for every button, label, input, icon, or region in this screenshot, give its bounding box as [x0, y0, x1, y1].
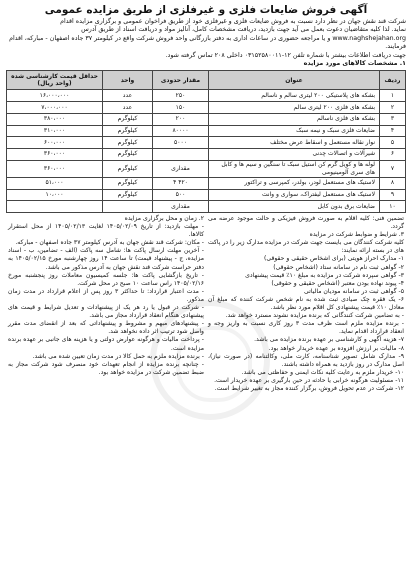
cell-row-number: ۷	[380, 160, 406, 177]
cell-unit	[103, 201, 153, 213]
condition-line: ۲. زمان و محل برگزاری مزایده	[124, 215, 204, 222]
page-title: آگهی فروش ضایعات فلزی و غیرفلزی از طریق مزایده عمومی	[44, 4, 368, 16]
condition-line: - برنده مزایده ملزم به حمل کالا در مدت زمان تعیین شده می باشد.	[32, 352, 204, 360]
condition-line: ۱۲- شرکت در عدم تحویل فروش، برگزار کننده مجاز به تغییر شرایط است.	[214, 384, 404, 392]
section-heading: ۱. مشخصات کالاهای مورد مزایده	[303, 60, 406, 68]
cell-unit: کیلوگرم	[103, 189, 153, 201]
header-title: عنوان	[209, 71, 380, 90]
table-row	[7, 160, 406, 177]
conditions-right-column	[206, 215, 406, 393]
cell-quantity: ۸۰۰۰۰	[153, 125, 209, 137]
condition-line: ۴- پیوند نهاده بودن معتبر (اشخاص حقیقی و حقوقی)	[271, 279, 404, 287]
condition-line: - مهلت بازدید: از تاریخ ۱۴۰۵/۰۲/۰۹ لغایت ۱۴۰۵/۰۲/۱۳ از محل استقرار کالاها.	[8, 223, 204, 239]
header-quantity: مقدار حدودی	[153, 71, 209, 90]
header-row-number: ردیف	[380, 71, 406, 90]
condition-line: ۳- گواهی سپرده شرکت در مزایده به مبلغ ۱۰٪ قیمت پیشنهادی	[245, 271, 404, 279]
cell-unit: کیلوگرم	[103, 125, 153, 137]
condition-line: - مدت اعتبار قرارداد: تا حداکثر ۳ روز پس از اعلام قرارداد در مدت زمان مذکور.	[8, 287, 204, 303]
cell-quantity: ۵۰۰۰	[153, 137, 209, 149]
condition-line: ۷- هزینه آگهی و کارشناسی بر عهده برنده مزایده می باشد.	[254, 336, 404, 344]
table-row	[7, 113, 406, 125]
intro-line: شرکت قند نقش جهان در نظر دارد نسبت به فروش ضایعات فلزی و غیرفلزی خود از طریق فراخوان عمومی و برگزاری مزایده اقدام	[60, 18, 406, 25]
condition-line: ۸- مالیات بر ارزش افزوده بر عهده خریدار خواهد بود.	[268, 344, 404, 352]
cell-quantity: مقداری	[153, 201, 209, 213]
condition-line: ۳. شرایط و ضوابط شرکت در مزایده	[309, 231, 404, 239]
cell-price: ۱۰،۰۰۰	[7, 189, 103, 201]
cell-title: بشکه های پلاستیکی ۲۰۰ لیتری سالم و ناسالم	[209, 90, 380, 102]
cell-row-number: ۴	[380, 125, 406, 137]
cell-row-number: ۸	[380, 177, 406, 189]
cell-unit: عدد	[103, 90, 153, 102]
header-price: حداقل قیمت کارشناسی شده (واحد ریال)	[7, 71, 103, 90]
cell-price: ۶۰۰،۰۰۰	[7, 137, 103, 149]
cell-price: ۳۶۰،۰۰۰	[7, 148, 103, 160]
cell-price: ۷،۰۰۰،۰۰۰	[7, 102, 103, 114]
cell-row-number: ۱۰	[380, 201, 406, 213]
condition-line: کلیه شرکت کنندگان می بایست جهت شرکت در مزایده مدارک زیر را در پاکت های در بسته ارائه نمایند:	[208, 239, 404, 255]
cell-quantity: ۲۵۰	[153, 90, 209, 102]
table-row	[7, 189, 406, 201]
table-row	[7, 177, 406, 189]
cell-price: ۳۱۰،۰۰۰	[7, 125, 103, 137]
table-row	[7, 125, 406, 137]
condition-line: - به تضامین شرکت کنندگانی که برنده مزایده نشوند مسترد خواهد شد.	[225, 312, 404, 320]
cell-row-number: ۵	[380, 137, 406, 149]
cell-price: ۳۶۰،۰۰۰	[7, 160, 103, 177]
condition-line: ۱۱- مسئولیت هرگونه خرابی یا حادثه در حین بارگیری بر عهده خریدار است.	[214, 376, 404, 384]
cell-price: ۵۱،۰۰۰	[7, 177, 103, 189]
condition-line: ۱۰- خریدار ملزم به رعایت کلیه نکات ایمنی و حفاظتی می باشد.	[241, 368, 404, 376]
cell-title: ضایعات فلزی سبک و نیمه سبک	[209, 125, 380, 137]
condition-line: ۹- مدارک شامل تصویر شناسنامه، کارت ملی، وکالتنامه (در صورت نیاز)، اصل مدارک در روز بازدید به همراه داشته باشند.	[208, 352, 404, 368]
table-row	[7, 102, 406, 114]
condition-line: - چنانچه برنده مزایده از انجام تعهدات خود منصرف شود شرکت مجاز به ضبط تضمین شرکت در مزایده خواهد بود.	[8, 360, 204, 376]
condition-line: تضمین فنی: کلیه اقلام به صورت فروش فیزیکی و حالت موجود عرضه می گردد.	[208, 215, 404, 231]
condition-line: - آخرین مهلت ارسال پاکت ها: شامل سه پاکت (الف - تضامین، ب - اسناد مزایده، ج - پیشنهاد قیمت) تا ساعت ۱۴ روز چهارشنبه مورخ ۱۴۰۵/۰۲/۱۵ به دفتر حراست شرکت قند نقش جهان به آدرس مذکور می باشد.	[8, 247, 204, 271]
table-row	[7, 201, 406, 213]
cell-price: ۳۸۰،۰۰۰	[7, 113, 103, 125]
condition-line: - پرداخت مالیات و هرگونه عوارض دولتی و یا هزینه های جانبی بر عهده برنده مزایده است.	[8, 336, 204, 352]
cell-unit: کیلوگرم	[103, 160, 153, 177]
cell-title: لاستیک های مستعمل لیفتراک، سواری و وانت	[209, 189, 380, 201]
cell-title: بشکه های فلزی ۲۰۰ لیتری سالم	[209, 102, 380, 114]
cell-unit: کیلوگرم	[103, 113, 153, 125]
cell-price: ۱۶،۰۰۰،۰۰۰	[7, 90, 103, 102]
condition-line: ۶- یک فقره چک صیادی ثبت شده به نام شخص شرکت کننده که مبلغ آن معادل ۱۰٪ قیمت پیشنهادی کل اقلام مورد نظر باشد.	[208, 295, 404, 312]
condition-line: - پیشنهادهای مبهم و مشروط و پیشنهاداتی که بعد از انقضای مدت مقرر واصل شود ترتیب اثر داده نخواهد شد.	[8, 320, 204, 336]
cell-unit: عدد	[103, 102, 153, 114]
conditions-columns	[6, 215, 406, 393]
items-table	[6, 70, 406, 213]
conditions-left-column	[6, 215, 206, 393]
cell-row-number: ۲	[380, 102, 406, 114]
cell-row-number: ۶	[380, 148, 406, 160]
cell-title: شیرآلات و اتصالات چدنی	[209, 148, 380, 160]
intro-paragraph	[6, 18, 406, 60]
cell-quantity: ۲۰۰	[153, 113, 209, 125]
cell-title: لاستیک های مستعمل لودر، بولدر، کمپرسی و تراکتور	[209, 177, 380, 189]
table-row	[7, 90, 406, 102]
condition-line: - شرکت در قبول یا رد هر یک از پیشنهادات و تعدیل شرایط و قیمت های پیشنهادی هنگام انعقاد قرارداد مجاز می باشد.	[8, 304, 204, 320]
cell-title: لوله ها و کویل گرم کن استیل سبک تا سنگین و سیم ها و کابل های سری آلومینیومی	[209, 160, 380, 177]
cell-quantity: ۵۰۰	[153, 189, 209, 201]
table-row	[7, 137, 406, 149]
cell-unit: کیلوگرم	[103, 148, 153, 160]
cell-title: نوار نقاله مستعمل و اسقاط عرض مختلف	[209, 137, 380, 149]
cell-quantity: ۱۵۰	[153, 102, 209, 114]
condition-line: ۲- گواهی ثبت نام در سامانه ستاد (اشخاص حقوقی)	[273, 263, 404, 271]
intro-line: نماید. لذا کلیه متقاضیان دعوت بعمل می آید جهت بازدید، دریافت مشخصات کامل، آنالیز مواد و دریافت اسناد از طریق آدرس	[81, 26, 406, 34]
table-row	[7, 148, 406, 160]
cell-unit: کیلوگرم	[103, 177, 153, 189]
condition-line: - تاریخ بازگشایی پاکت ها: جلسه کمیسیون معاملات روز پنجشنبه مورخ ۱۴۰۵/۰۲/۱۶ راس ساعت ۱۰ صبح در محل شرکت.	[8, 271, 204, 287]
cell-row-number: ۹	[380, 189, 406, 201]
table-header-row	[7, 71, 406, 90]
condition-line: ۱- مدارک احراز هویتی (برای اشخاص حقیقی و حقوقی)	[264, 255, 404, 263]
header-unit: واحد	[103, 71, 153, 90]
condition-line: - مکان: شرکت قند نقش جهان به آدرس کیلومتر ۳۷ جاده اصفهان - مبارکه.	[15, 239, 204, 247]
cell-quantity	[153, 148, 209, 160]
cell-row-number: ۱	[380, 90, 406, 102]
cell-unit: کیلوگرم	[103, 137, 153, 149]
intro-line: جهت دریافت اطلاعات بیشتر با شماره تلفن ۱۲-۰۳۱۵۲۵۸۰۰۱۱ داخلی ۲۰۸ تماس گرفته شود.	[165, 51, 406, 59]
cell-row-number: ۳	[380, 113, 406, 125]
cell-title: بشکه های فلزی ناسالم	[209, 113, 380, 125]
cell-quantity: ۴۲۰ ۴	[153, 177, 209, 189]
cell-price	[7, 201, 103, 213]
condition-line: ۵- گواهی ثبت در سامانه مودیان مالیاتی	[304, 287, 404, 295]
intro-line: فرمایند.	[385, 43, 406, 51]
cell-title: ضایعات برق بدون کابل	[209, 201, 380, 213]
condition-line: - برنده مزایده ملزم است ظرف مدت ۳ روز کاری نسبت به واریز وجه و انعقاد قرارداد اقدام نماید.	[208, 320, 404, 336]
intro-line: www.naghshejahan.org و یا مراجعه حضوری در ساعات اداری به دفتر بازرگانی واحد فروش شرکت واقع در کیلومتر ۳۷ جاده اصفهان - مبارکه، اقدام	[9, 34, 406, 42]
cell-quantity: مقداری	[153, 160, 209, 177]
